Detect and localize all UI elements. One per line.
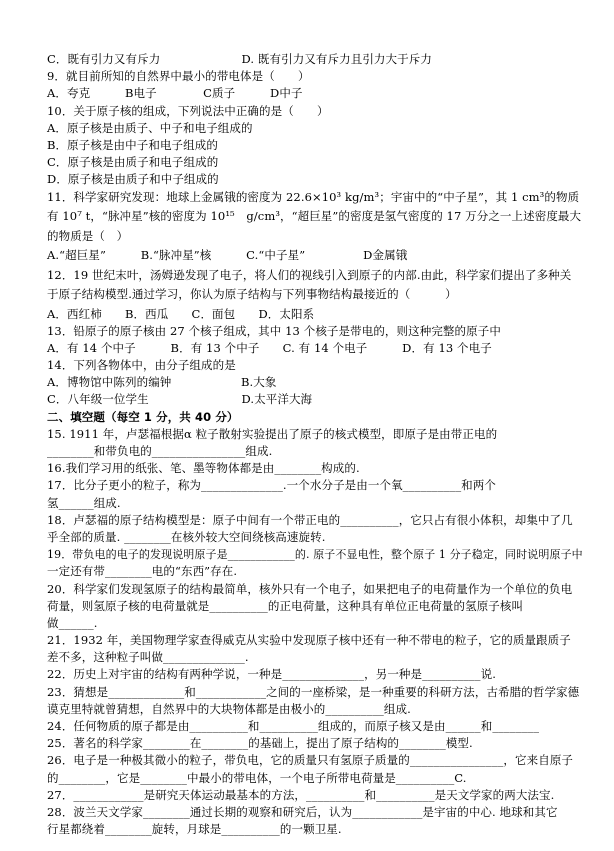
q21-line2: 差不多，这种粒子叫做______________. (47, 650, 249, 665)
q17-line2: 氢______组成. (47, 495, 121, 510)
q24: 24．任何物质的原子都是由__________和__________组成的，而原子核又是由______和________ (47, 719, 540, 733)
q10-stem: 10．关于原子核的组成，下列说法中正确的是（ ） (47, 103, 329, 118)
q9-stem: 9．就目前所知的自然界中最小的带电体是（ ） (47, 69, 310, 84)
q12-options: A．西红柿 B．西瓜 C．面包 D．太阳系 (47, 306, 315, 321)
q10-option-a: A．原子核是由质子、中子和电子组成的 (47, 120, 253, 135)
q16: 16.我们学习用的纸张、笔、墨等物体都是由________构成的. (47, 461, 360, 476)
q18-line2: 乎全部的质量. ________在核外较大空间绕核高速旋转. (47, 529, 326, 544)
q12-stem-line2: 于原子结构模型.通过学习，你认为原子结构与下列事物结构最接近的（ ） (47, 287, 457, 301)
q23-line1: 23．猜想是_____________和____________之间的一座桥梁，是一种重要的科研方法，古希腊的哲学家德 (47, 684, 580, 699)
q20-line3: 做______. (47, 615, 98, 630)
q14-options-cd: C．八年级一位学生 D.太平洋大海 (47, 392, 313, 407)
q14-stem: 14．下列各物体中，由分子组成的是 (47, 358, 236, 373)
q28-line1: 28．波兰天文学家________通过长期的观察和研究后，认为____________是宇宙的中心. 地球和其它 (47, 804, 558, 819)
q14-options-ab: A．博物馆中陈列的编钟 B.大象 (47, 375, 277, 390)
q13-options: A．有 14 个中子 B．有 13 个中子 C. 有 14 个电子 D．有 13 个电子 (47, 340, 492, 355)
q11-stem-line1: 11．科学家研究发现：地球上金属锇的密度为 22.6×10³ kg/m³；宇宙中的“中子星”，其 1 cm³的物质 (47, 189, 580, 204)
q20-line2: 荷量，则氢原子核的电荷量就是__________的正电荷量，这种具有单位正电荷量的氢原子核叫 (47, 598, 524, 613)
q10-option-c: C．原子核是由质子和电子组成的 (47, 155, 219, 170)
q19-line2: 一定还有带________电的“东西”存在. (47, 564, 238, 579)
exam-page (47, 52, 587, 839)
q10-option-d: D．原子核是由质子和中子组成的 (47, 172, 219, 187)
q13-stem: 13．铅原子的原子核由 27 个核子组成，其中 13 个核子是带电的，则这种完整的原子中 (47, 323, 501, 338)
q20-line1: 20．科学家们发现氢原子的结构最简单，核外只有一个电子，如果把电子的电荷量作为一个单位的负电 (47, 581, 573, 596)
q12-stem-line1: 12．19 世纪末叶，汤姆逊发现了电子，将人们的视线引入到原子的内部.由此，科学家们提出了多种关 (47, 267, 572, 282)
q11-stem-line3: 的物质是（ ） (47, 228, 129, 243)
q9-options: A．夸克 B电子 C质子 D中子 (47, 86, 303, 101)
q27: 27．____________是研究天体运动最基本的方法，__________和__________是天文学家的两大法宝. (47, 787, 555, 802)
q11-stem-line2: 有 10⁷ t，“脉冲星”核的密度为 10¹⁵ g/cm³，“超巨星”的密度是氢气密度的 17 万分之一上述密度最大 (47, 209, 582, 223)
q8-option-cd: C．既有引力又有斥力 D. 既有引力又有斥力且引力大于斥力 (47, 52, 432, 66)
q10-option-b: B．原子核是由中子和电子组成的 (47, 137, 218, 152)
q18-line1: 18．卢瑟福的原子结构模型是：原子中间有一个带正电的__________，它只占有很小体积，却集中了几 (47, 512, 573, 527)
q15-line1: 15. 1911 年，卢瑟福根据α 粒子散射实验提出了原子的核式模型，即原子是由带正电的 (47, 426, 498, 441)
q21-line1: 21．1932 年，美国物理学家查得威克从实验中发现原子核中还有一种不带电的粒子，它的质量跟质子 (47, 633, 571, 648)
q26-line2: 的________，它是________中最小的带电体，一个电子所带电荷量是__________C. (47, 770, 467, 785)
section-fill-blank-heading: 二、填空题（每空 1 分，共 40 分） (47, 409, 239, 424)
q15-line2: ________和带负电的________________组成. (47, 444, 273, 458)
q28-line2: 行星都绕着________旋转，月球是__________的一颗卫星. (47, 822, 342, 837)
q25: 25．著名的科学家________在________的基础上，提出了原子结构的________模型. (47, 736, 473, 751)
q17-line1: 17．比分子更小的粒子，称为______________.一个水分子是由一个氧__________和两个 (47, 478, 496, 493)
q22: 22．历史上对宇宙的结构有两种学说，一种是______________，另一种是__________说. (47, 667, 496, 682)
q26-line1: 26．电子是一种极其微小的粒子，带负电，它的质量只有氢原子质量的________________，它来自原子 (47, 753, 574, 768)
q19-line1: 19．带负电的电子的发现说明原子是____________的. 原子不显电性，整个原子 1 分子稳定，同时说明原子中 (47, 548, 583, 562)
q11-options: A.“超巨星” B.“脉冲星”核 C.“中子星” D金属锇 (47, 248, 408, 262)
q23-line2: 谟克里特就曾猜想，自然界中的大块物体都是由极小的__________组成. (47, 701, 411, 716)
